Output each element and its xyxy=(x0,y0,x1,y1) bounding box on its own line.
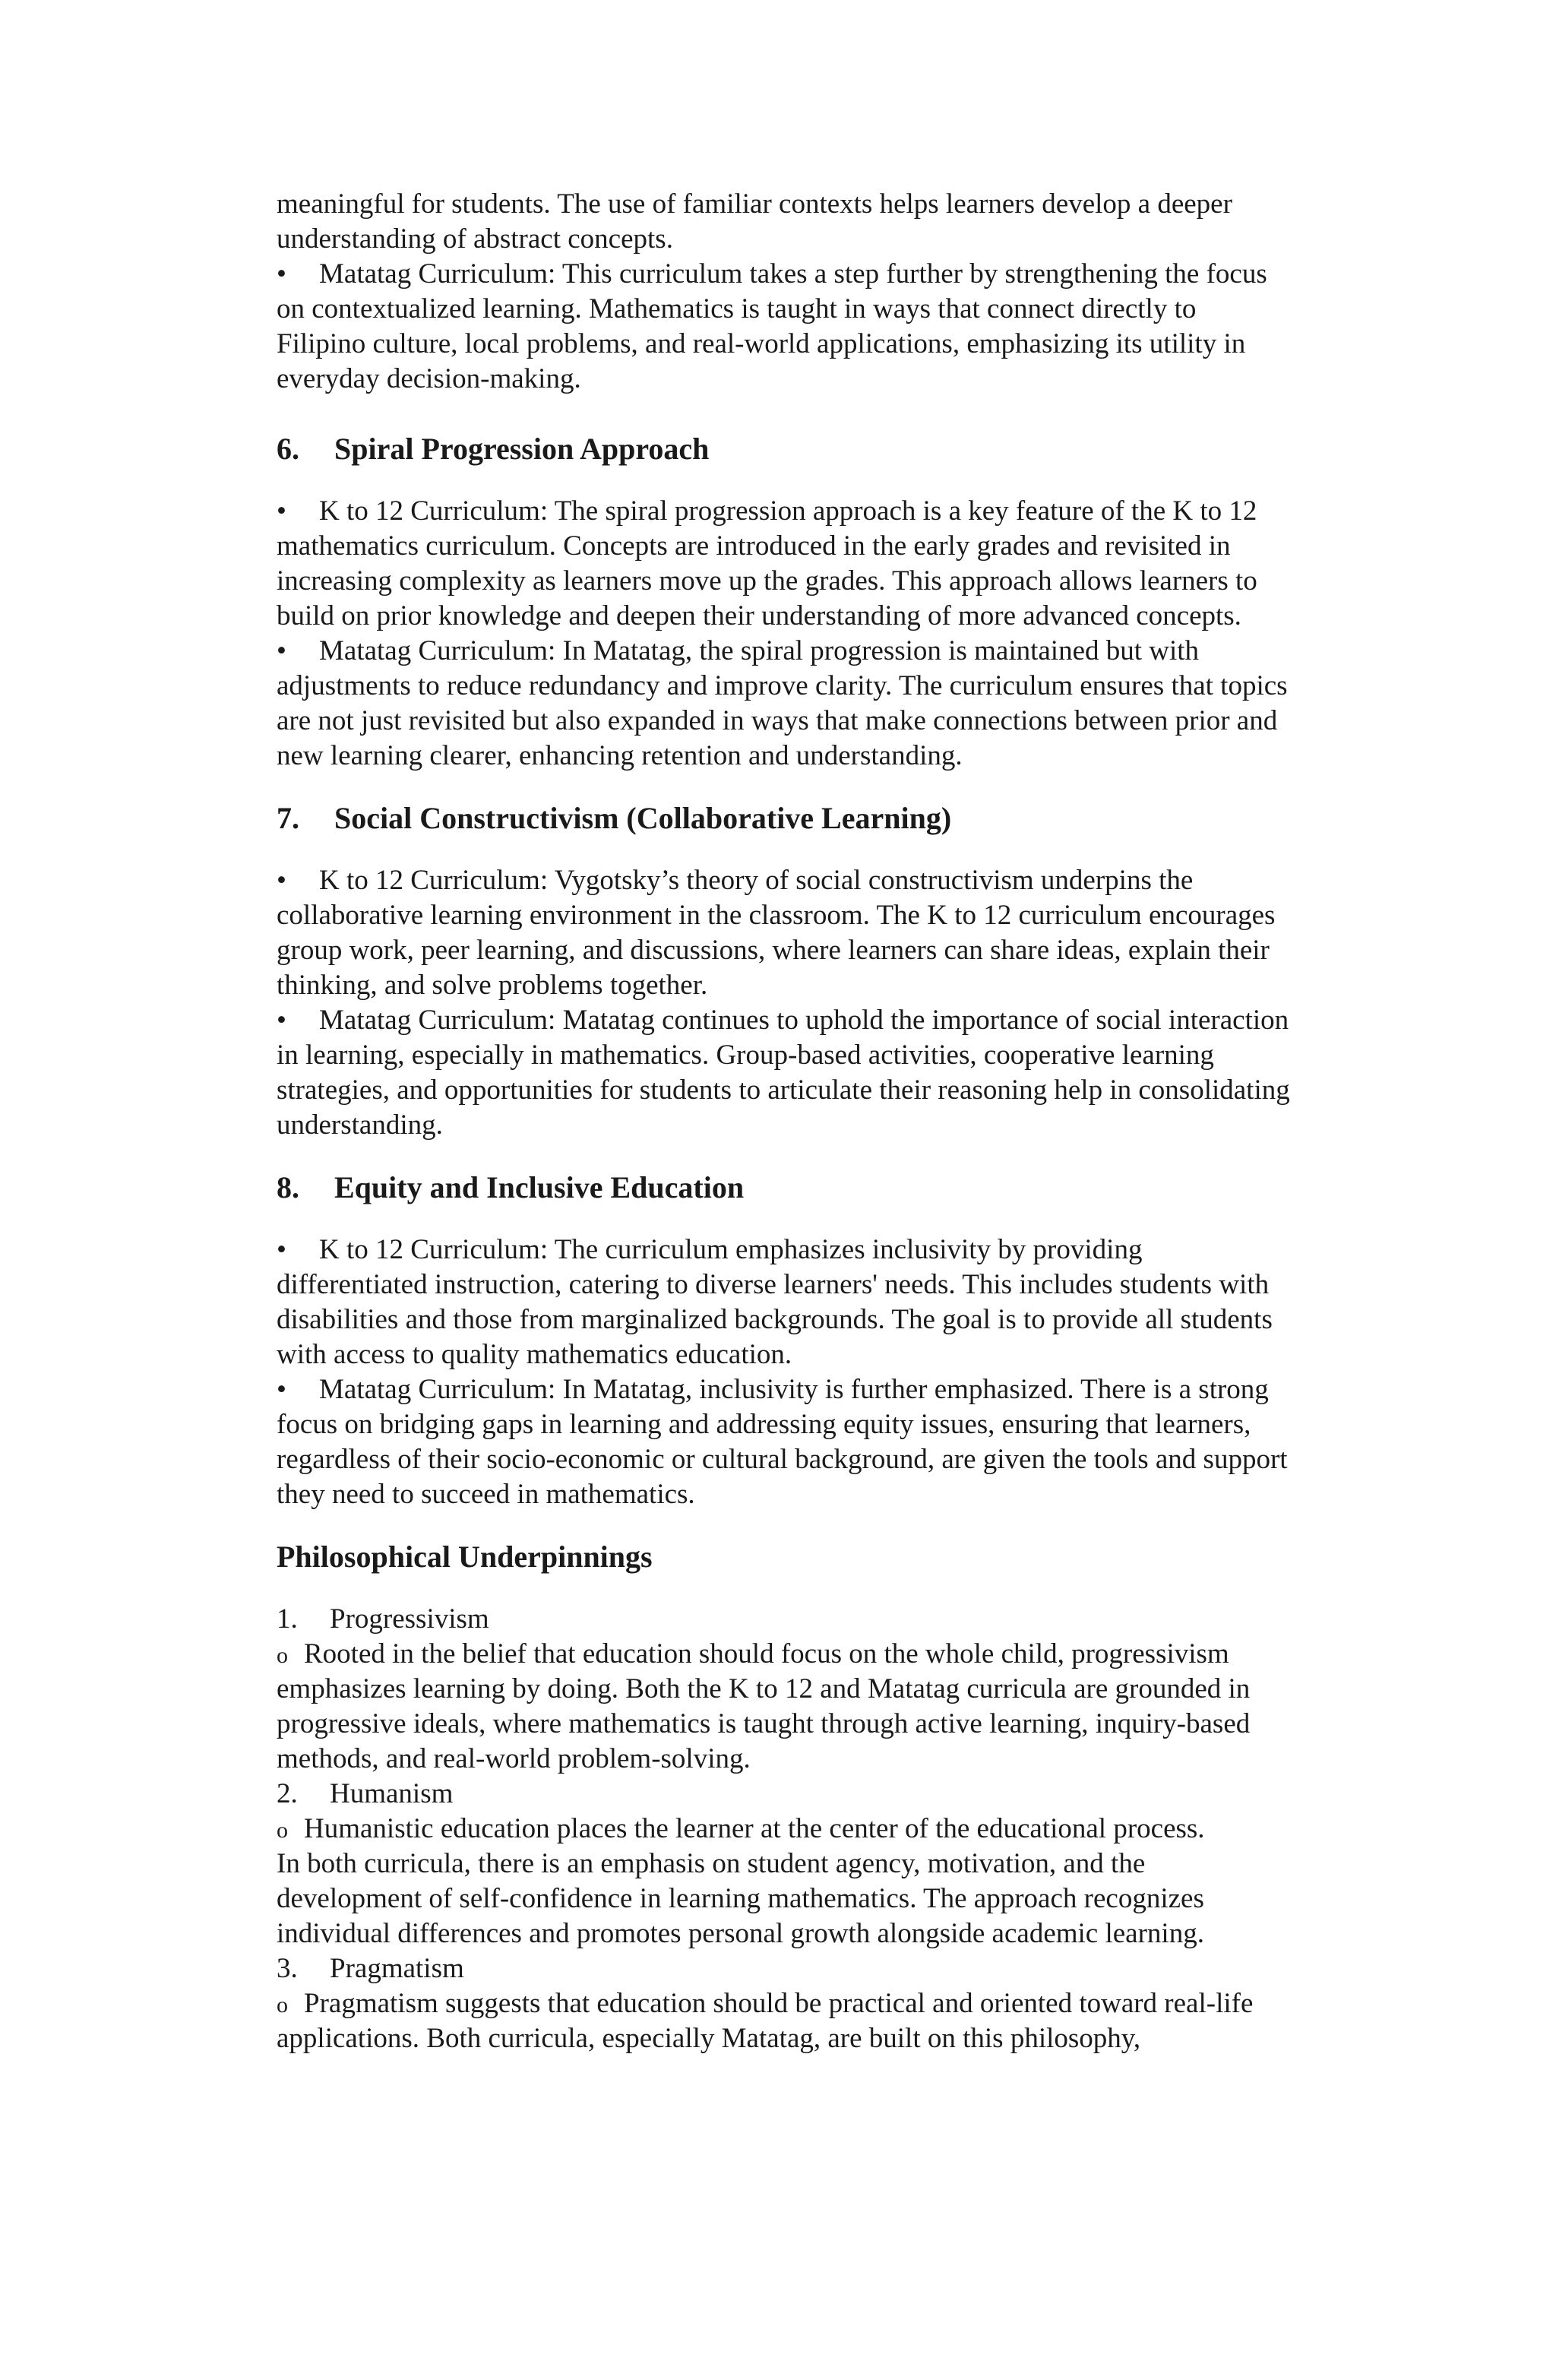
paragraph-line: mathematics curriculum. Concepts are introduced in the early grades and revisited in xyxy=(277,530,1231,562)
paragraph-line: Filipino culture, local problems, and real-world applications, emphasizing its utility in xyxy=(277,328,1246,359)
paragraph-line: everyday decision-making. xyxy=(277,363,581,394)
bullet-text: K to 12 Curriculum: The spiral progression approach is a key feature of the K to 12 xyxy=(319,495,1257,527)
paragraph-line: focus on bridging gaps in learning and addressing equity issues, ensuring that learners, xyxy=(277,1409,1251,1440)
section-heading xyxy=(277,1169,744,1207)
paragraph-line: build on prior knowledge and deepen their understanding of more advanced concepts. xyxy=(277,600,1241,631)
bullet-marker: • xyxy=(277,635,286,666)
bullet-text: Rooted in the belief that education should focus on the whole child, progressivism xyxy=(304,1638,1229,1669)
bullet-marker: • xyxy=(277,495,286,527)
paragraph-line: strategies, and opportunities for students to articulate their reasoning help in consolidating xyxy=(277,1074,1290,1106)
bullet-text: Matatag Curriculum: Matatag continues to uphold the importance of social interaction xyxy=(319,1005,1289,1036)
paragraph-line: group work, peer learning, and discussions, where learners can share ideas, explain their xyxy=(277,935,1270,966)
paragraph-line: collaborative learning environment in the classroom. The K to 12 curriculum encourages xyxy=(277,900,1276,931)
paragraph-line xyxy=(277,1812,1205,1848)
bullet-text: K to 12 Curriculum: Vygotsky’s theory of social constructivism underpins the xyxy=(319,865,1194,896)
item-number: 2. xyxy=(277,1778,298,1809)
paragraph-line xyxy=(277,634,1199,669)
numbered-item xyxy=(277,1951,464,1986)
item-number: 3. xyxy=(277,1953,298,1984)
paragraph-line: individual differences and promotes personal growth alongside academic learning. xyxy=(277,1918,1204,1949)
bullet-text: K to 12 Curriculum: The curriculum emphasizes inclusivity by providing xyxy=(319,1234,1143,1265)
bullet-marker: • xyxy=(277,1005,286,1036)
paragraph-line: development of self-confidence in learning mathematics. The approach recognizes xyxy=(277,1883,1204,1914)
paragraph-line xyxy=(277,1986,1253,2023)
paragraph-line xyxy=(277,1372,1269,1407)
circle-bullet-marker: o xyxy=(277,1992,288,2018)
paragraph-line: methods, and real-world problem-solving. xyxy=(277,1743,751,1774)
bullet-marker: • xyxy=(277,1374,286,1405)
paragraph-line: are not just revisited but also expanded in ways that make connections between prior and xyxy=(277,705,1278,736)
paragraph-line xyxy=(277,1637,1229,1673)
bullet-text: Matatag Curriculum: In Matatag, the spiral progression is maintained but with xyxy=(319,635,1200,666)
section-title: Social Constructivism (Collaborative Learning) xyxy=(334,801,952,835)
paragraph-line xyxy=(277,1233,1142,1268)
item-number: 1. xyxy=(277,1603,298,1635)
paragraph-line: understanding. xyxy=(277,1109,443,1141)
section-number: 6. xyxy=(277,432,299,466)
paragraph-line: thinking, and solve problems together. xyxy=(277,970,708,1001)
paragraph-line: with access to quality mathematics education. xyxy=(277,1339,792,1370)
paragraph-line: increasing complexity as learners move up the grades. This approach allows learners to xyxy=(277,565,1257,597)
paragraph-line: emphasizes learning by doing. Both the K to 12 and Matatag curricula are grounded in xyxy=(277,1673,1251,1704)
paragraph-line: differentiated instruction, catering to diverse learners' needs. This includes students with xyxy=(277,1269,1270,1300)
bullet-marker: • xyxy=(277,865,286,896)
item-name: Progressivism xyxy=(330,1603,489,1635)
paragraph-line xyxy=(277,863,1193,898)
paragraph-line: applications. Both curricula, especially Matatag, are built on this philosophy, xyxy=(277,2023,1141,2054)
section-heading: Philosophical Underpinnings xyxy=(277,1540,653,1574)
paragraph-line xyxy=(277,494,1257,529)
circle-bullet-marker: o xyxy=(277,1643,288,1668)
numbered-item xyxy=(277,1602,489,1637)
section-title: Spiral Progression Approach xyxy=(334,432,710,466)
bullet-marker: • xyxy=(277,258,286,290)
paragraph-line: new learning clearer, enhancing retention and understanding. xyxy=(277,740,963,771)
section-number: 8. xyxy=(277,1170,299,1204)
paragraph-line: meaningful for students. The use of familiar contexts helps learners develop a deeper xyxy=(277,188,1232,220)
bullet-text: Matatag Curriculum: In Matatag, inclusivity is further emphasized. There is a strong xyxy=(319,1374,1269,1405)
paragraph-line: understanding of abstract concepts. xyxy=(277,223,673,255)
paragraph-line: adjustments to reduce redundancy and improve clarity. The curriculum ensures that topics xyxy=(277,670,1288,701)
paragraph-line: they need to succeed in mathematics. xyxy=(277,1479,695,1510)
paragraph-line: on contextualized learning. Mathematics is taught in ways that connect directly to xyxy=(277,293,1197,324)
paragraph-line: In both curricula, there is an emphasis on student agency, motivation, and the xyxy=(277,1848,1146,1879)
item-name: Humanism xyxy=(330,1778,454,1809)
section-number: 7. xyxy=(277,801,299,835)
paragraph-line: in learning, especially in mathematics. Group-based activities, cooperative learning xyxy=(277,1040,1214,1071)
circle-bullet-marker: o xyxy=(277,1818,288,1843)
paragraph-line: disabilities and those from marginalized backgrounds. The goal is to provide all students xyxy=(277,1304,1273,1335)
paragraph-line xyxy=(277,1003,1289,1038)
bullet-text: Pragmatism suggests that education should be practical and oriented toward real-life xyxy=(304,1988,1254,2019)
numbered-item xyxy=(277,1777,453,1812)
bullet-text: Matatag Curriculum: This curriculum takes a step further by strengthening the focus xyxy=(319,258,1267,290)
bullet-text: Humanistic education places the learner at the center of the educational process. xyxy=(304,1813,1205,1844)
item-name: Pragmatism xyxy=(330,1953,464,1984)
paragraph-line: regardless of their socio-economic or cultural background, are given the tools and support xyxy=(277,1444,1288,1475)
bullet-marker: • xyxy=(277,1234,286,1265)
section-heading xyxy=(277,799,951,837)
paragraph-line: progressive ideals, where mathematics is taught through active learning, inquiry-based xyxy=(277,1708,1251,1739)
paragraph-line xyxy=(277,257,1267,292)
section-title: Equity and Inclusive Education xyxy=(334,1170,745,1204)
section-heading xyxy=(277,430,709,468)
